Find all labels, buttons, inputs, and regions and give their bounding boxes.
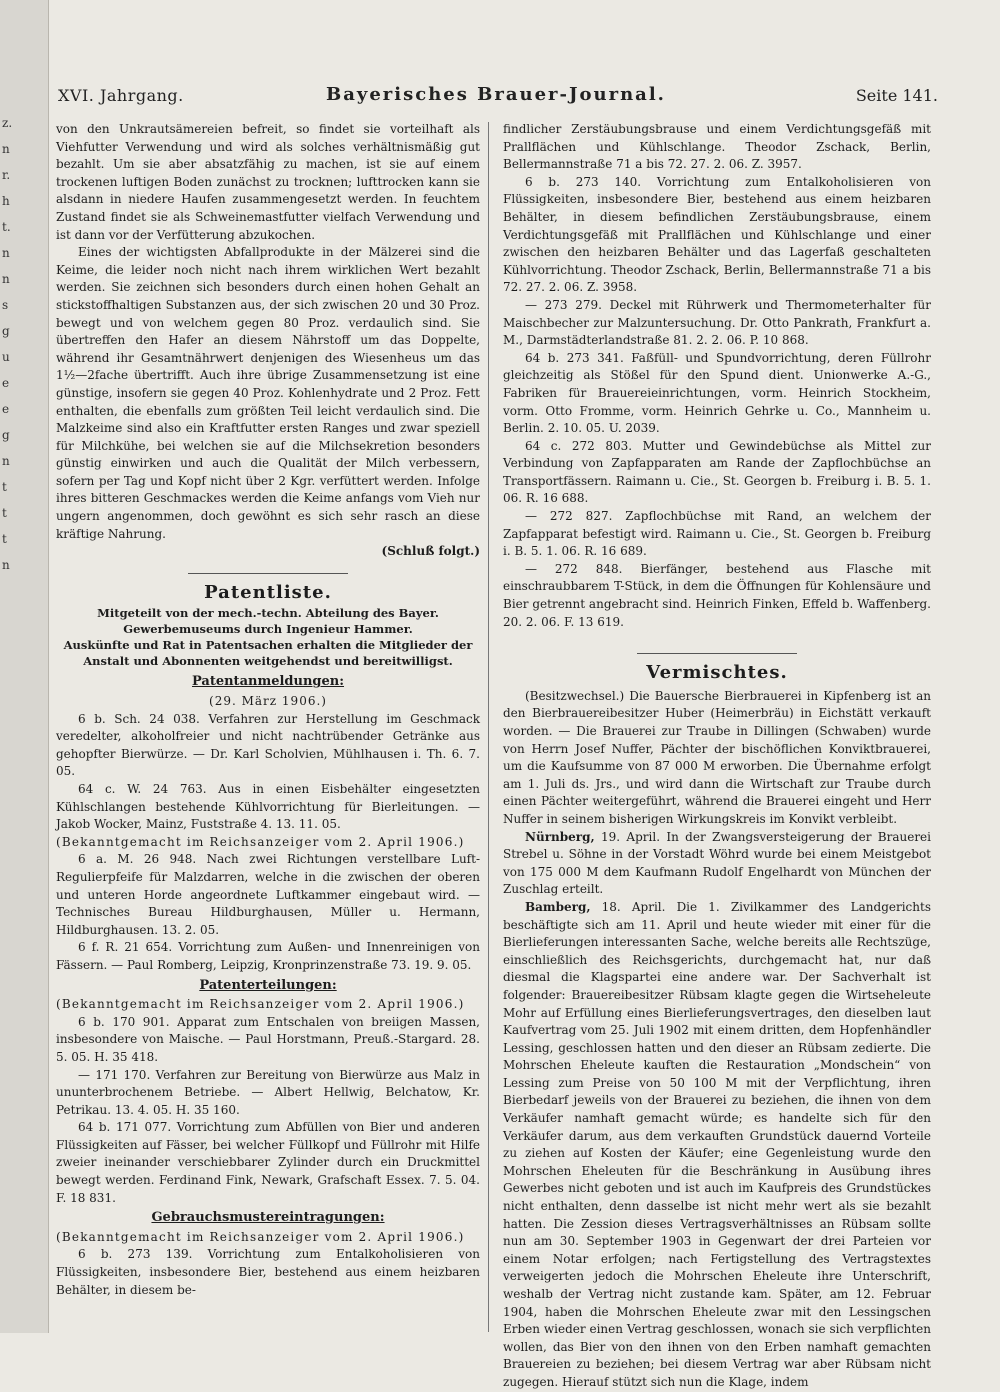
section-subtitle: Mitgeteilt von der mech.-techn. Abteilung des Bayer. Gewerbemuseums durch Ingenieur Hammer. xyxy=(97,606,439,637)
news-item xyxy=(503,829,931,899)
patent-entry: 6 f. R. 21 654. Vorrichtung zum Außen- und Innenreinigen von Fässern. — Paul Romberg, Leipzig, Kronprinzenstraße 73. 19. 9. 05. xyxy=(56,940,480,972)
margin-fragment: t xyxy=(2,480,7,494)
subsection-title: Patenterteilungen: xyxy=(199,977,337,993)
patent-entry: — 272 848. Bierfänger, bestehend aus Flasche mit einschraubbarem T-Stück, in dem die Öffnungen für Kohlensäure und Bier getrennt angebracht sind. Heinrich Finken, Effeld b. Waffenberg. 20. 2. 06. F. 13 619. xyxy=(503,561,931,629)
page-number: Seite 141. xyxy=(855,86,938,105)
patent-entry: 64 c. 272 803. Mutter und Gewindebüchse als Mittel zur Verbindung von Zapfapparaten am Rande der Zapflochbüchse an Transportfässern. Raimann u. Cie., St. Georgen b. Freiburg i. B. 5. 1. 06. R. 16 688. xyxy=(503,438,931,506)
patent-entry: findlicher Zerstäubungsbrause und einem Verdichtungsgefäß mit Prallflächen und Kühlschlange. Theodor Zschack, Berlin, Bellermannstraße 71 a bis 72. 27. 2. 06. Z. 3957. xyxy=(503,122,931,172)
margin-fragment: n xyxy=(2,272,10,286)
news-place: Bamberg, xyxy=(525,899,591,914)
subsection-title: Patentanmeldungen: xyxy=(191,674,345,690)
page-header xyxy=(58,84,938,114)
patent-entry: 64 b. 273 341. Faßfüll- und Spundvorrichtung, deren Füllrohr gleichzeitig als Stößel für den Spund dient. Unionwerke A.-G., Fabriken für Brauereieinrichtungen, vorm. Heinrich Stockheim, vorm. Otto Fromme, vorm. Heinrich Gehrke u. Co., Mannheim u. Berlin. 2. 10. 05. U. 2039. xyxy=(503,350,931,436)
patent-entry: 6 a. M. 26 948. Nach zwei Richtungen verstellbare Luft-Regulierpfeife für Malzdarren, welche in die zwischen der oberen und unteren Horde angeordnete Luftkammer eingebaut wird. — Technisches Bureau Hildburghausen, Müller u. Hermann, Hildburghausen. 13. 2. 05. xyxy=(56,852,480,937)
patent-entry: 64 b. 171 077. Vorrichtung zum Abfüllen von Bier und anderen Flüssigkeiten auf Fässer, bei welcher Füllkopf und Füllrohr mit Hilfe zweier ineinander verschiebbarer Zylinder durch ein Druckmittel bewegt werden. Ferdinand Fink, Newark, Grafschaft Essex. 7. 5. 04. F. 18 831. xyxy=(56,1120,480,1205)
margin-fragment: n xyxy=(2,246,10,260)
margin-fragment: g xyxy=(2,428,10,442)
margin-fragment: g xyxy=(2,324,10,338)
volume-label: XVI. Jahrgang. xyxy=(58,86,184,105)
journal-title: Bayerisches Brauer-Journal. xyxy=(326,84,666,105)
date-line: (29. März 1906.) xyxy=(209,694,327,709)
announcement-line: (Bekanntgemacht im Reichsanzeiger vom 2. April 1906.) xyxy=(56,997,465,1012)
margin-fragment: u xyxy=(2,350,10,364)
divider xyxy=(188,573,348,574)
margin-fragment: n xyxy=(2,454,10,468)
patent-entry: — 171 170. Verfahren zur Bereitung von Bierwürze aus Malz in ununterbrochenem Betriebe. — Albert Hellwig, Belchatow, Kr. Petrikau. 13. 4. 05. H. 35 160. xyxy=(56,1067,480,1117)
subsection-title: Gebrauchsmustereintragungen: xyxy=(151,1210,385,1226)
news-text: 18. April. Die 1. Zivilkammer des Landgerichts beschäftigte sich am 11. April und heute wieder mit einer für die Bierlieferungen interessanten Sache, welche bereits alle Rechtszüge, einschließlich des Reichsgerichts, durchgemacht hat, nur daß diesmal die Klagspartei eine andere war. Der Sachverhalt ist folgender: Brauereibesitzer Rübsam klagte gegen die Wirtseheleute Mohr auf Erfüllung eines Bierlieferungsvertrages, den dieselben laut Kaufvertrag vom 25. Juli 1902 mit einem dritten, dem Hopfenhändler Lessing, geschlossen hatten und den dieser an Rübsam zedierte. Die Mohrschen Eheleute kauften die Restauration „Mondschein“ von Lessing zum Preise von 50 100 M mit der Verpflichtung, ihren Bierbedarf jeweils von der Brauerei zu beziehen, die ihnen von dem Verkäufer namhaft gemacht würde; es handelte sich für den Verkäufer darum, aus dem verkauften Grundstück dauernd Vorteile zu ziehen auf Kosten der Käufer; eine Gegenleistung wurde den Mohrschen Eheleuten für die Beschränkung in Ausübung ihres Gewerbes nicht geboten und ist auch im Kaufpreis des Grundstückes nicht enthalten, denn dasselbe ist nicht mehr wert als sie bezahlt hatten. Die Zession dieses Vertragsverhältnisses an Rübsam sollte nun am 30. September 1903 in Gegenwart der drei Parteien vor einem Notar erfolgen; nach Fertigstellung des Vertragstextes verweigerten jedoch die Mohrschen Eheleute ihre Unterschrift, weshalb der Vertrag nicht zustande kam. Später, am 12. Februar 1904, haben die Mohrschen Eheleute zwar mit den Lessingschen Erben wieder einen Vertrag geschlossen, wonach sie sich verpflichten wollen, das Bier von den ihnen von den Erben namhaft gemachten Brauereien zu beziehen; bei diesem Vertrag war aber Rübsam nicht zugegen. Hierauf stützt sich nun die Klage, indem xyxy=(503,899,931,1389)
patent-entry: 6 b. Sch. 24 038. Verfahren zur Herstellung im Geschmack veredelter, alkoholfreier und nicht nachtrübender Getränke aus gehopfter Bierwürze. — Dr. Karl Scholvien, Mühlhausen i. Th. 6. 7. 05. xyxy=(56,711,480,779)
section-title: Patentliste. xyxy=(204,581,332,603)
news-place: Nürnberg, xyxy=(525,829,595,844)
patent-entry: 6 b. 273 139. Vorrichtung zum Entalkoholisieren von Flüssigkeiten, insbesondere Bier, bestehend aus einem heizbaren Behälter, in diesem be- xyxy=(56,1247,480,1297)
announcement-line: (Bekanntgemacht im Reichsanzeiger vom 2. April 1906.) xyxy=(56,1229,465,1244)
paragraph: von den Unkrautsämereien befreit, so findet sie vorteilhaft als Viehfutter Verwendung und wird als solches verhältnismäßig gut bezahlt. Um sie aber absatzfähig zu machen, ist sie auf einem trockenen luftigen Boden zunächst zu trocknen; lufttrocken kann sie alsdann in niedere Haufen zusammengesetzt werden. In feuchtem Zustand findet sie als Schweinemastfutter vielfach Verwendung und ist dann vor der Verfütterung abzukochen. xyxy=(56,122,480,242)
section-note: Auskünfte und Rat in Patentsachen erhalten die Mitglieder der Anstalt und Abonnenten weitgehendst und bereitwilligst. xyxy=(63,638,473,669)
news-text: 19. April. In der Zwangsversteigerung der Brauerei Strebel u. Söhne in der Vorstadt Wöhrd wurde bei einem Meistgebot von 175 000 M dem Kaufmann Rudolf Engelhardt von München der Zuschlag erteilt. xyxy=(503,829,931,897)
patent-entry: — 273 279. Deckel mit Rührwerk und Thermometerhalter für Maischbecher zur Malzuntersuchung. Dr. Otto Pankrath, Frankfurt a. M., Darmstädterlandstraße 81. 2. 2. 06. P. 10 868. xyxy=(503,297,931,348)
paragraph: Eines der wichtigsten Abfallprodukte in der Mälzerei sind die Keime, die leider noch nicht nach ihrem wirklichen Wert bezahlt werden. Sie zeichnen sich besonders durch einen hohen Gehalt an stickstoffhaltigen Substanzen aus, der sich zwischen 20 und 30 Proz. bewegt und von welchem gegen 80 Proz. verdaulich sind. Sie übertreffen den Hafer an diesem Nährstoff um das Doppelte, während ihr Gesamtnährwert denjenigen des Wiesenheus um das 1½—2fache übertrifft. Auch ihre übrige Zusammensetzung ist eine günstige, insofern sie gegen 40 Proz. Kohlenhydrate und 2 Proz. Fett enthalten, die ebenfalls zum größten Teil leicht verdaulich sind. Die Malzkeime sind also ein Kraftfutter ersten Ranges und zwar speziell für Milchkühe, bei welchen sie auf die Milchsekretion besonders günstig einwirken und auch die Qualität der Milch verbessern, sofern per Tag und Kopf nicht über 2 Kgr. verfüttert werden. Infolge ihres bitteren Geschmackes werden die Keime anfangs vom Vieh nur ungern angenommen, doch gewöhnt es sich sehr rasch an diese kräftige Nahrung. xyxy=(56,245,480,541)
news-item xyxy=(503,899,931,1392)
margin-fragment: r. xyxy=(2,168,11,182)
margin-fragment: n xyxy=(2,142,10,156)
column-divider xyxy=(488,122,489,1332)
margin-fragment: z. xyxy=(2,116,13,130)
patent-entry: 6 b. 273 140. Vorrichtung zum Entalkoholisieren von Flüssigkeiten, insbesondere Bier, bestehend aus einem heizbaren Behälter, in diesem befindlichen Zerstäubungsbrause, einem Verdichtungsgefäß mit Prallflächen und Kühlschlange und einer zwischen den heizbaren Behälter und das Lagerfaß geschalteten Kühlvorrichtung. Theodor Zschack, Berlin, Bellermannstraße 71 a bis 72. 27. 2. 06. Z. 3958. xyxy=(503,174,931,295)
patent-entry: 6 b. 170 901. Apparat zum Entschalen von breiigen Massen, insbesondere von Maische. — Paul Horstmann, Preuß.-Stargard. 28. 5. 05. H. 35 418. xyxy=(56,1014,480,1064)
margin-fragment: t. xyxy=(2,220,11,234)
margin-fragment: t xyxy=(2,532,7,546)
margin-fragment: h xyxy=(2,194,10,208)
section-title: Vermischtes. xyxy=(646,662,788,684)
patent-entry: 64 c. W. 24 763. Aus in einen Eisbehälter eingesetzten Kühlschlangen bestehende Kühlvorrichtung für Bierleitungen. — Jakob Wocker, Mainz, Fuststraße 4. 13. 11. 05. xyxy=(56,782,480,832)
margin-fragment: n xyxy=(2,558,10,572)
margin-fragment: s xyxy=(2,298,9,312)
margin-fragment: e xyxy=(2,376,10,390)
margin-fragment: t xyxy=(2,506,7,520)
margin-fragment: e xyxy=(2,402,10,416)
continued-note: (Schluß folgt.) xyxy=(381,544,480,559)
patent-entry: — 272 827. Zapflochbüchse mit Rand, an welchem der Zapfapparat befestigt wird. Raimann u. Cie., St. Georgen b. Freiburg i. B. 5. 1. 06. R. 16 689. xyxy=(503,509,931,559)
left-column xyxy=(56,121,480,1299)
announcement-line: (Bekanntgemacht im Reichsanzeiger vom 2. April 1906.) xyxy=(56,834,465,849)
right-column xyxy=(503,121,931,1392)
news-item: (Besitzwechsel.) Die Bauersche Bierbrauerei in Kipfenberg ist an den Bierbrauereibesitzer Huber (Heimerbräu) in Eichstätt verkauft worden. — Die Brauerei zur Traube in Dillingen (Schwaben) wurde von Herrn Josef Nuffer, Pächter der bischöflichen Konviktbrauerei, um die Kaufsumme von 87 000 M erworben. Die Übernahme erfolgt am 1. Juli ds. Jrs., und wird dann die Wirtschaft zur Traube durch einen Pächter weitergeführt, während die Brauerei eingeht und Herr Nuffer in seinem bisherigen Wirkungskreis im Konvikt verbleibt. xyxy=(503,688,931,826)
margin-fragments xyxy=(2,110,16,578)
divider xyxy=(637,653,797,654)
